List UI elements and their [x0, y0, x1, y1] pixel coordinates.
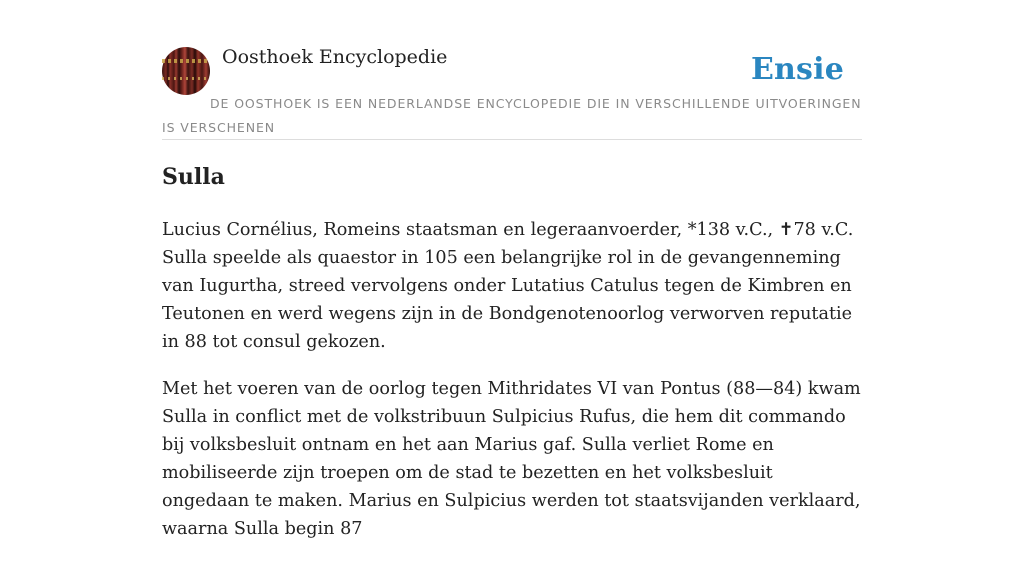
site-avatar[interactable]: [162, 47, 210, 95]
article-body: [162, 216, 862, 562]
article-title: Sulla: [162, 164, 225, 190]
site-name-link[interactable]: Oosthoek Encyclopedie: [222, 46, 448, 68]
article-paragraph: Lucius Cornélius, Romeins staatsman en legeraanvoerder, *138 v.C., ✝78 v.C. Sulla speelde als quaestor in 105 een belangrijke rol in de gevangenneming van Iugurtha, streed vervolgens onder Lutatius Catulus tegen de Kimbren en Teutonen en werd wegens zijn in de Bondgenotenoorlog verworven reputatie in 88 tot consul gekozen.: [162, 220, 854, 352]
brand-logo-link[interactable]: Ensie: [750, 52, 844, 87]
article-paragraph: Met het voeren van de oorlog tegen Mithridates VI van Pontus (88—84) kwam Sulla in conflict met de volkstribuun Sulpicius Rufus, die hem dit commando bij volksbesluit ontnam en het aan Marius gaf. Sulla verliet Rome en mobiliseerde zijn troepen om de stad te bezetten en het volksbesluit ongedaan te maken. Marius en Sulpicius werden tot staatsvijanden verklaard, waarna Sulla begin 87: [162, 379, 861, 539]
site-tagline: DE OOSTHOEK IS EEN NEDERLANDSE ENCYCLOPEDIE DIE IN VERSCHILLENDE UITVOERINGEN IS VERSCHENEN: [162, 96, 862, 135]
site-header: [162, 46, 862, 140]
